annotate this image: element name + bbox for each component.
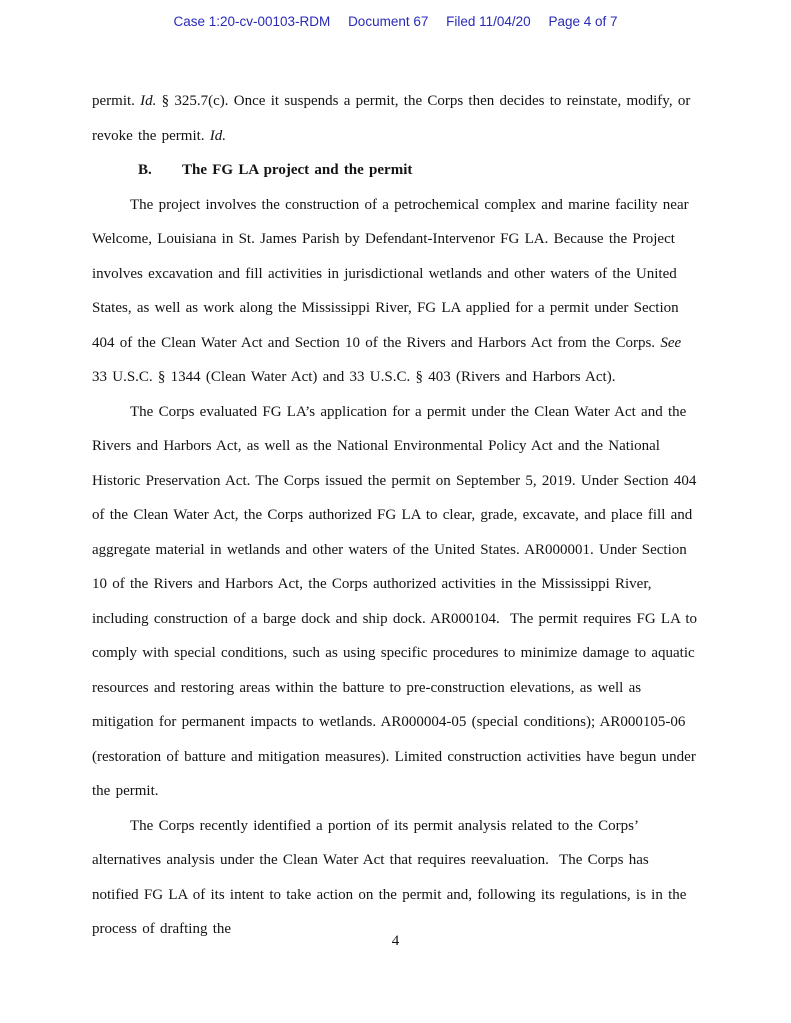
- paragraph: [92, 395, 703, 809]
- text-run: The project involves the construction of a petrochemical complex and marine facility near Welcome, Louisiana in St. James Parish by Defendant-Intervenor FG LA. Because the Project involves excavation and fill activities in jurisdictional wetlands and other waters of the United States, as well as work along the Mississippi River, FG LA applied for a permit under Section 404 of the Clean Water Act and Section 10 of the Rivers and Harbors Act from the Corps.: [92, 196, 694, 351]
- section-heading-label: B.: [138, 162, 152, 178]
- citation-italic: Id.: [209, 127, 227, 144]
- text-run: 33 U.S.C. § 1344 (Clean Water Act) and 33 U.S.C. § 403 (Rivers and Harbors Act).: [92, 334, 687, 385]
- page-number: 4: [391, 933, 400, 949]
- text-run: permit.: [92, 93, 141, 109]
- page-footer: [0, 933, 791, 950]
- section-heading: [92, 153, 698, 188]
- text-run: The Corps recently identified a portion of its permit analysis related to the Corps’ alternatives analysis under the Clean Water Act that requires reevaluation. The Corps has notified FG LA of its intent to take action on the permit and, following its regulations, is in the process of drafting the: [92, 817, 692, 937]
- page-indicator: Page 4 of 7: [548, 14, 618, 29]
- document-number: Document 67: [348, 14, 429, 29]
- paragraph: [92, 809, 698, 947]
- citation-italic: See: [660, 334, 682, 351]
- text-run: § 325.7(c). Once it suspends a permit, the Corps then decides to reinstate, modify, or revoke the permit.: [92, 93, 696, 144]
- case-number: Case 1:20-cv-00103-RDM: [173, 14, 331, 29]
- citation-italic: Id.: [140, 93, 157, 109]
- paragraph: [92, 84, 698, 153]
- court-stamp-header: [0, 14, 791, 29]
- text-run: The Corps evaluated FG LA’s application for a permit under the Clean Water Act and the Rivers and Harbors Act, as well as the National Environmental Policy Act and the National Historic Preservation Act. The Corps issued the permit on September 5, 2019. Under Section 404 of the Clean Water Act, the Corps authorized FG LA to clear, grade, excavate, and place fill and aggregate material in wetlands and other waters of the United States. AR000001. Under Section 10 of the Rivers and Harbors Act, the Corps authorized activities in the Mississippi River, including construction of a barge dock and ship dock. AR000104. The permit requires FG LA to comply with special conditions, such as using specific procedures to minimize damage to aquatic resources and restoring areas within the batture to pre-construction elevations, as well as mitigation for permanent impacts to wetlands. AR000004-05 (special conditions); AR000105-06 (restoration of batture and mitigation measures). Limited construction activities have begun under the permit.: [92, 403, 703, 799]
- document-body: [92, 84, 703, 947]
- filed-date: Filed 11/04/20: [446, 14, 531, 29]
- paragraph: [92, 188, 698, 395]
- section-heading-text: The FG LA project and the permit: [182, 162, 413, 178]
